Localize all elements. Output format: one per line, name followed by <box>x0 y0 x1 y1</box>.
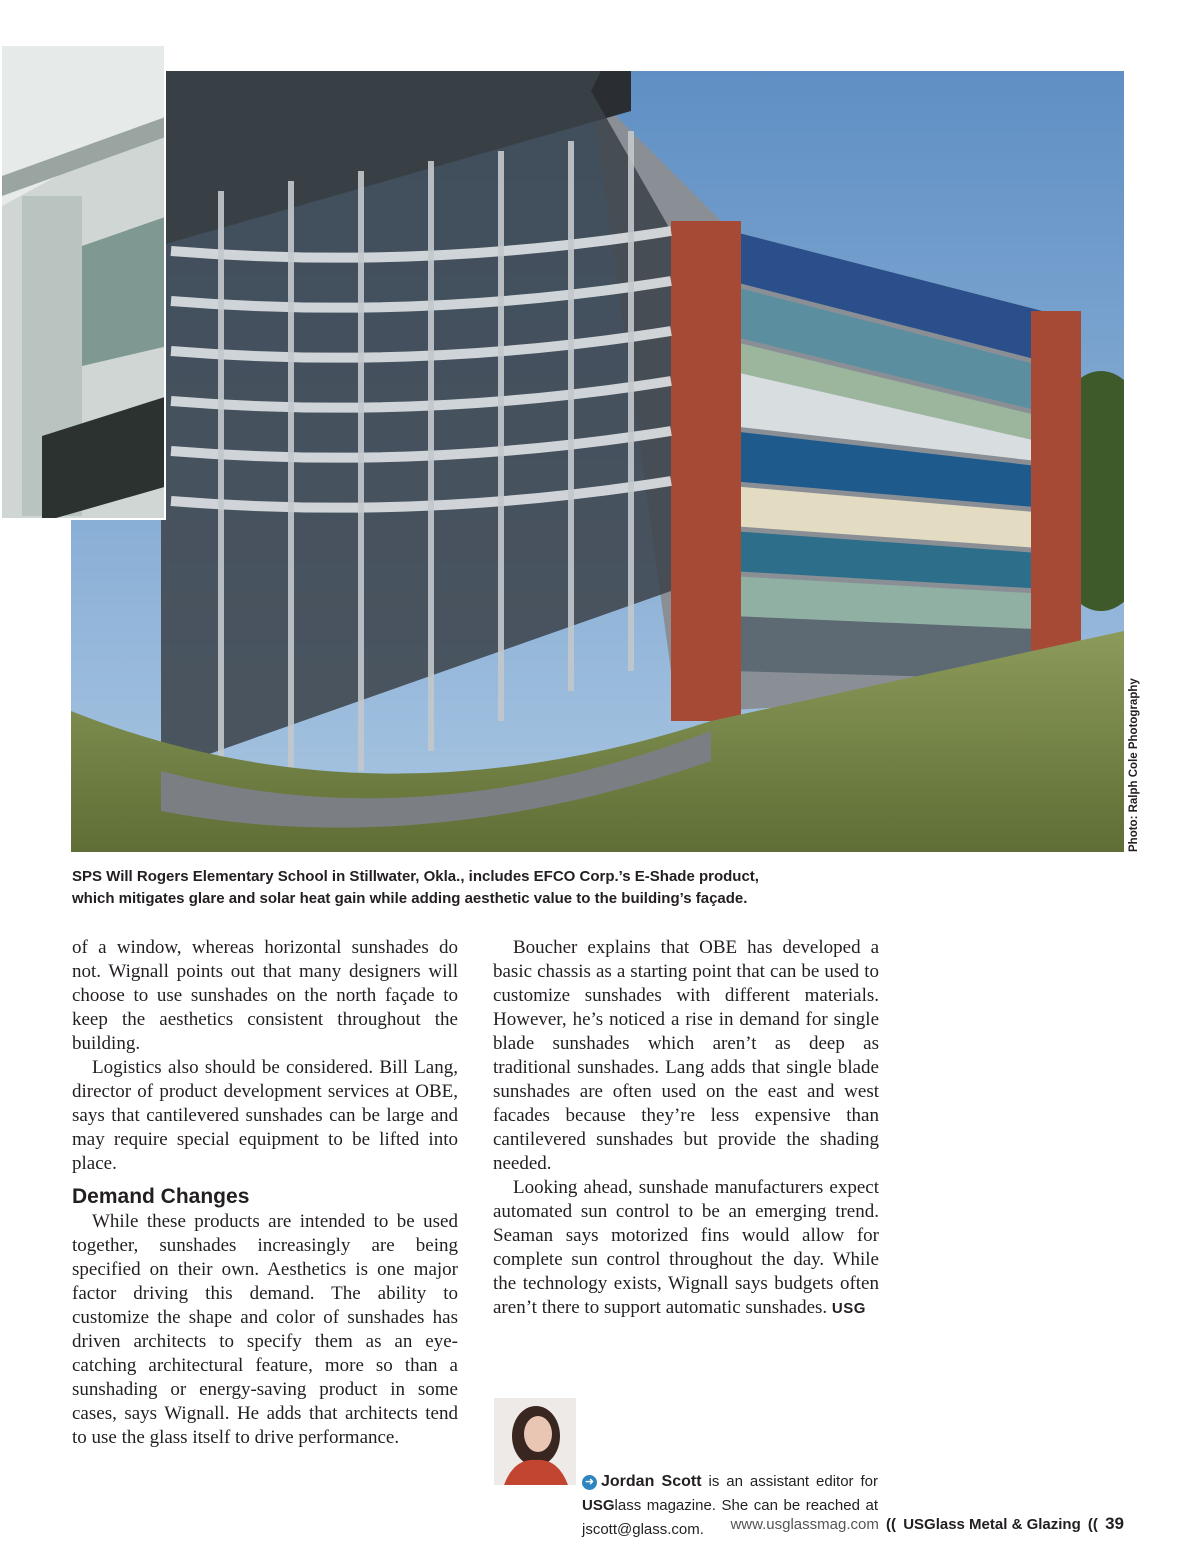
bio-text-rest: lass magazine. She can be reached at jscott@glass.com. <box>582 1497 878 1538</box>
footer-separator: (( <box>1087 1516 1098 1533</box>
bio-text: is an assistant editor for <box>701 1473 878 1490</box>
main-photo <box>71 71 1124 852</box>
arrow-right-icon: ➜ <box>582 1475 597 1490</box>
caption-line-2: which mitigates glare and solar heat gain while adding aesthetic value to the building’s façade. <box>72 890 748 907</box>
page-footer <box>730 1514 1124 1534</box>
author-portrait <box>494 1398 576 1485</box>
footer-magazine: USGlass Metal & Glazing <box>903 1516 1081 1533</box>
article-column-right <box>493 936 879 1321</box>
photo-credit: Photo: Ralph Cole Photography <box>1128 678 1140 852</box>
paragraph: Logistics also should be considered. Bill Lang, director of product development services at OBE, says that cantilevered sunshades can be large and may require special equipment to be lifted into place. <box>72 1057 458 1174</box>
author-photo <box>494 1398 576 1485</box>
caption-line-1: SPS Will Rogers Elementary School in Stillwater, Okla., includes EFCO Corp.’s E-Shade product, <box>72 868 759 885</box>
author-name: Jordan Scott <box>601 1473 702 1490</box>
paragraph: of a window, whereas horizontal sunshades do not. Wignall points out that many designers will choose to use sunshades on the north façade to keep the aesthetics consistent throughout the building. <box>72 937 458 1054</box>
paragraph <box>493 1176 879 1321</box>
footer-separator: (( <box>886 1516 897 1533</box>
article-column-left <box>72 936 458 1450</box>
paragraph: Boucher explains that OBE has developed a basic chassis as a starting point that can be used to customize sunshades with different materials. However, he’s noticed a rise in demand for single blade sunshades which aren’t as deep as traditional sunshades. Lang adds that single blade sunshades are often used on the east and west facades because they’re less expensive than cantilevered sunshades but provide the shading needed. <box>493 937 879 1174</box>
school-facade-illustration <box>71 71 1124 852</box>
paragraph-text: Looking ahead, sunshade manufacturers expect automated sun control to be an emerging trend. Seaman says motorized fins would allow for complete sun control throughout the day. While the technology exists, Wignall says budgets often aren’t there to support automatic sunshades. <box>493 1177 879 1318</box>
photo-caption <box>72 866 892 910</box>
section-heading: Demand Changes <box>72 1185 250 1208</box>
bio-brand: USG <box>582 1497 615 1514</box>
paragraph: While these products are intended to be used together, sunshades increasingly are being specified on their own. Aesthetics is one major factor driving this demand. The ability to customize the shape and color of sunshades has driven architects to specify them as an eye-catching architectural feature, more so than a sunshading or energy-saving product in some cases, says Wignall. He adds that architects tend to use the glass itself to drive performance. <box>72 1211 458 1448</box>
page-number: 39 <box>1105 1514 1124 1533</box>
footer-url: www.usglassmag.com <box>730 1516 879 1533</box>
end-mark: USG <box>831 1300 866 1317</box>
inset-photo <box>0 44 166 520</box>
interior-illustration <box>2 46 166 520</box>
